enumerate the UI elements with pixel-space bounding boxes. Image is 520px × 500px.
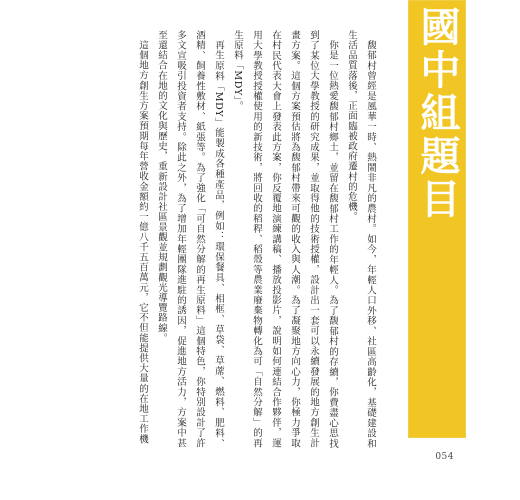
body-text	[133, 30, 380, 448]
paragraph-2: 你是一位熱愛馥郁村鄉土，並留在馥郁村工作的年輕人。為了馥郁村的存續，你費盡心思找到了某位大學教授的研究成果，並取得他的技術授權，設計出一套可以永續發展的地方創生計畫方案。這個方案預估將為馥郁村帶來可觀的收入與人潮。為了凝聚地方向心力，你極力爭取在村民代表大會上發表此方案，你反覆地演練講稿、播放投影片，說明如何連結合作夥伴，運用大學教授授權使用的新技術，將回收的稻稈、稻殼等農業廢棄物轉化為可「自然分解」的再生原料「MDY」。	[232, 30, 338, 448]
paragraph-1: 馥郁村曾經是風華一時、熱鬧非凡的農村。如今，年輕人口外移、社區高齡化，基礎建設和生活品質落後，正面臨被政府遷村的危機。	[346, 30, 376, 448]
paragraph-4: 這個地方創生方案預期每年營收金額約一億八千五百萬元，它不但能提供大量的在地工作機	[137, 39, 148, 444]
page-number: 054	[435, 452, 454, 462]
title-band	[408, 0, 466, 438]
page-title: 國中組題目	[414, 6, 460, 221]
paragraph-3: 再生原料「MDY」能製成各種產品，例如：環保餐具、相框、草袋、草蓆、燃料、肥料、酒精、飼養性敷材、紙張等。為了強化「可自然分解的再生原料」這個特色，你特別設計了許多文宣吸引投資者支持。除此之外，為了增加年輕團隊進駐的誘因，促進地方活力，方案中甚至還結合在地的文化與歷史，重新設計社區景觀並規劃觀光導覽路線。	[156, 30, 224, 448]
